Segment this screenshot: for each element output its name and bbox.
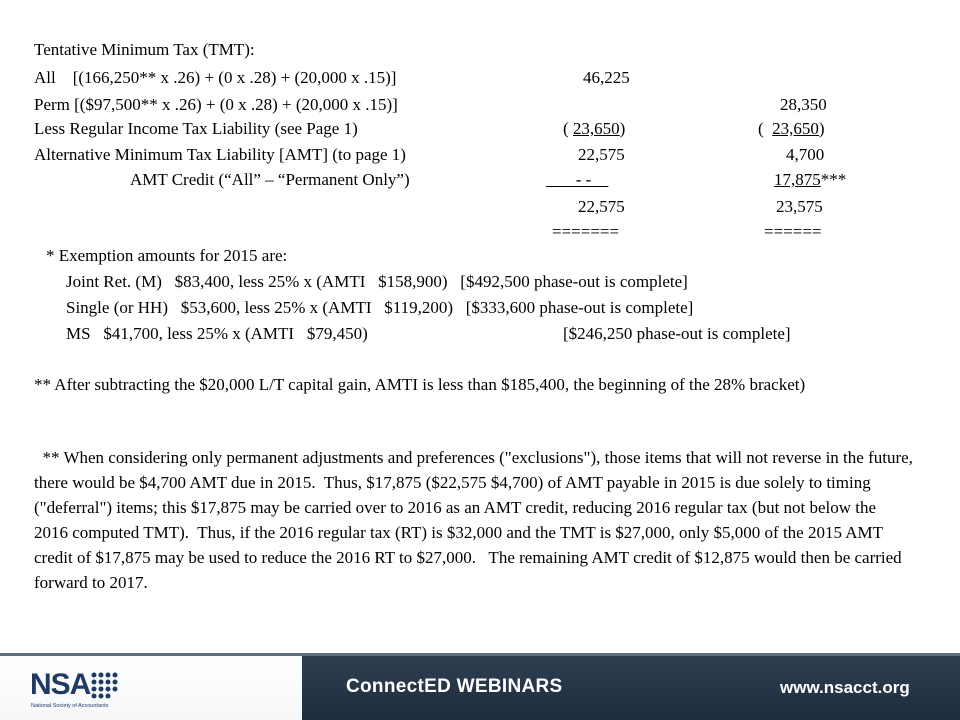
- double-rule-perm: ======: [764, 222, 822, 241]
- less-perm-amount: [758, 119, 825, 139]
- paren-close: ): [818, 119, 825, 138]
- paren-open: (: [758, 119, 773, 138]
- paren-close: ): [619, 119, 626, 138]
- note-permanent-items: ** When considering only permanent adjustments and preferences ("exclusions"), those items that will not reverse in the future, there would be $4,700 AMT due in 2015. Thus, $17,875 ($22,575 $4,700) of AMT payable in 2015 is due solely to timing ("deferral") items; this $17,875 may be carried over to 2016 as an AMT credit, reducing 2016 regular tax (but not below the 2016 computed TMT). Thus, if the 2016 regular tax (RT) is $32,000 and the TMT is $27,000, only $5,000 of the 2015 AMT credit of $17,875 may be used to reduce the 2016 RT to $27,000. The remaining AMT credit of $12,875 would then be carried forward to 2017.: [34, 448, 918, 592]
- amt-credit-perm-value: 17,875: [774, 170, 821, 189]
- amt-credit-perm: [774, 170, 846, 190]
- exemptions-heading: * Exemption amounts for 2015 are:: [46, 246, 288, 265]
- nsa-logo-dots-icon: [90, 671, 120, 701]
- all-value: 46,225: [583, 68, 630, 87]
- amt-perm-value: 4,700: [786, 145, 825, 164]
- perm-formula: Perm [($97,500** x .26) + (0 x .28) + (20,000 x .15)]: [34, 95, 398, 114]
- all-formula: All [(166,250** x .26) + (0 x .28) + (20,000 x .15)]: [34, 68, 397, 87]
- less-all-value: 23,650: [572, 119, 620, 138]
- website-url[interactable]: www.nsacct.org: [780, 678, 910, 697]
- double-rule-all: =======: [552, 222, 620, 241]
- tmt-heading: Tentative Minimum Tax (TMT):: [34, 40, 255, 59]
- exemption-single: Single (or HH) $53,600, less 25% x (AMTI $119,200) [$333,600 phase-out is complete]: [66, 298, 694, 317]
- amt-label: Alternative Minimum Tax Liability [AMT] (to page 1): [34, 145, 406, 164]
- note-capital-gain: ** After subtracting the $20,000 L/T capital gain, AMTI is less than $185,400, the beginning of the 28% bracket): [34, 375, 806, 394]
- exemption-joint: Joint Ret. (M) $83,400, less 25% x (AMTI $158,900) [$492,500 phase-out is complete]: [66, 272, 688, 291]
- nsa-logo: NSA: [30, 668, 91, 701]
- amt-credit-label: AMT Credit (“All” – “Permanent Only”): [130, 170, 410, 189]
- paren-open: (: [563, 119, 573, 138]
- exemption-ms: MS $41,700, less 25% x (AMTI $79,450): [66, 324, 368, 343]
- nsa-logo-subtitle: National Society of Accountants: [31, 703, 109, 709]
- less-regular-label: Less Regular Income Tax Liability (see Page 1): [34, 119, 358, 138]
- total-all: 22,575: [578, 197, 625, 216]
- amt-credit-all: - -: [546, 170, 609, 189]
- less-all-amount: [563, 119, 625, 139]
- exemption-ms-phaseout: [$246,250 phase-out is complete]: [563, 324, 791, 343]
- less-perm-value: 23,650: [772, 119, 819, 138]
- perm-value: 28,350: [780, 95, 827, 114]
- total-perm: 23,575: [776, 197, 823, 216]
- banner-title: ConnectED WEBINARS: [346, 676, 563, 697]
- amt-credit-perm-suffix: ***: [820, 170, 847, 189]
- amt-all-value: 22,575: [578, 145, 625, 164]
